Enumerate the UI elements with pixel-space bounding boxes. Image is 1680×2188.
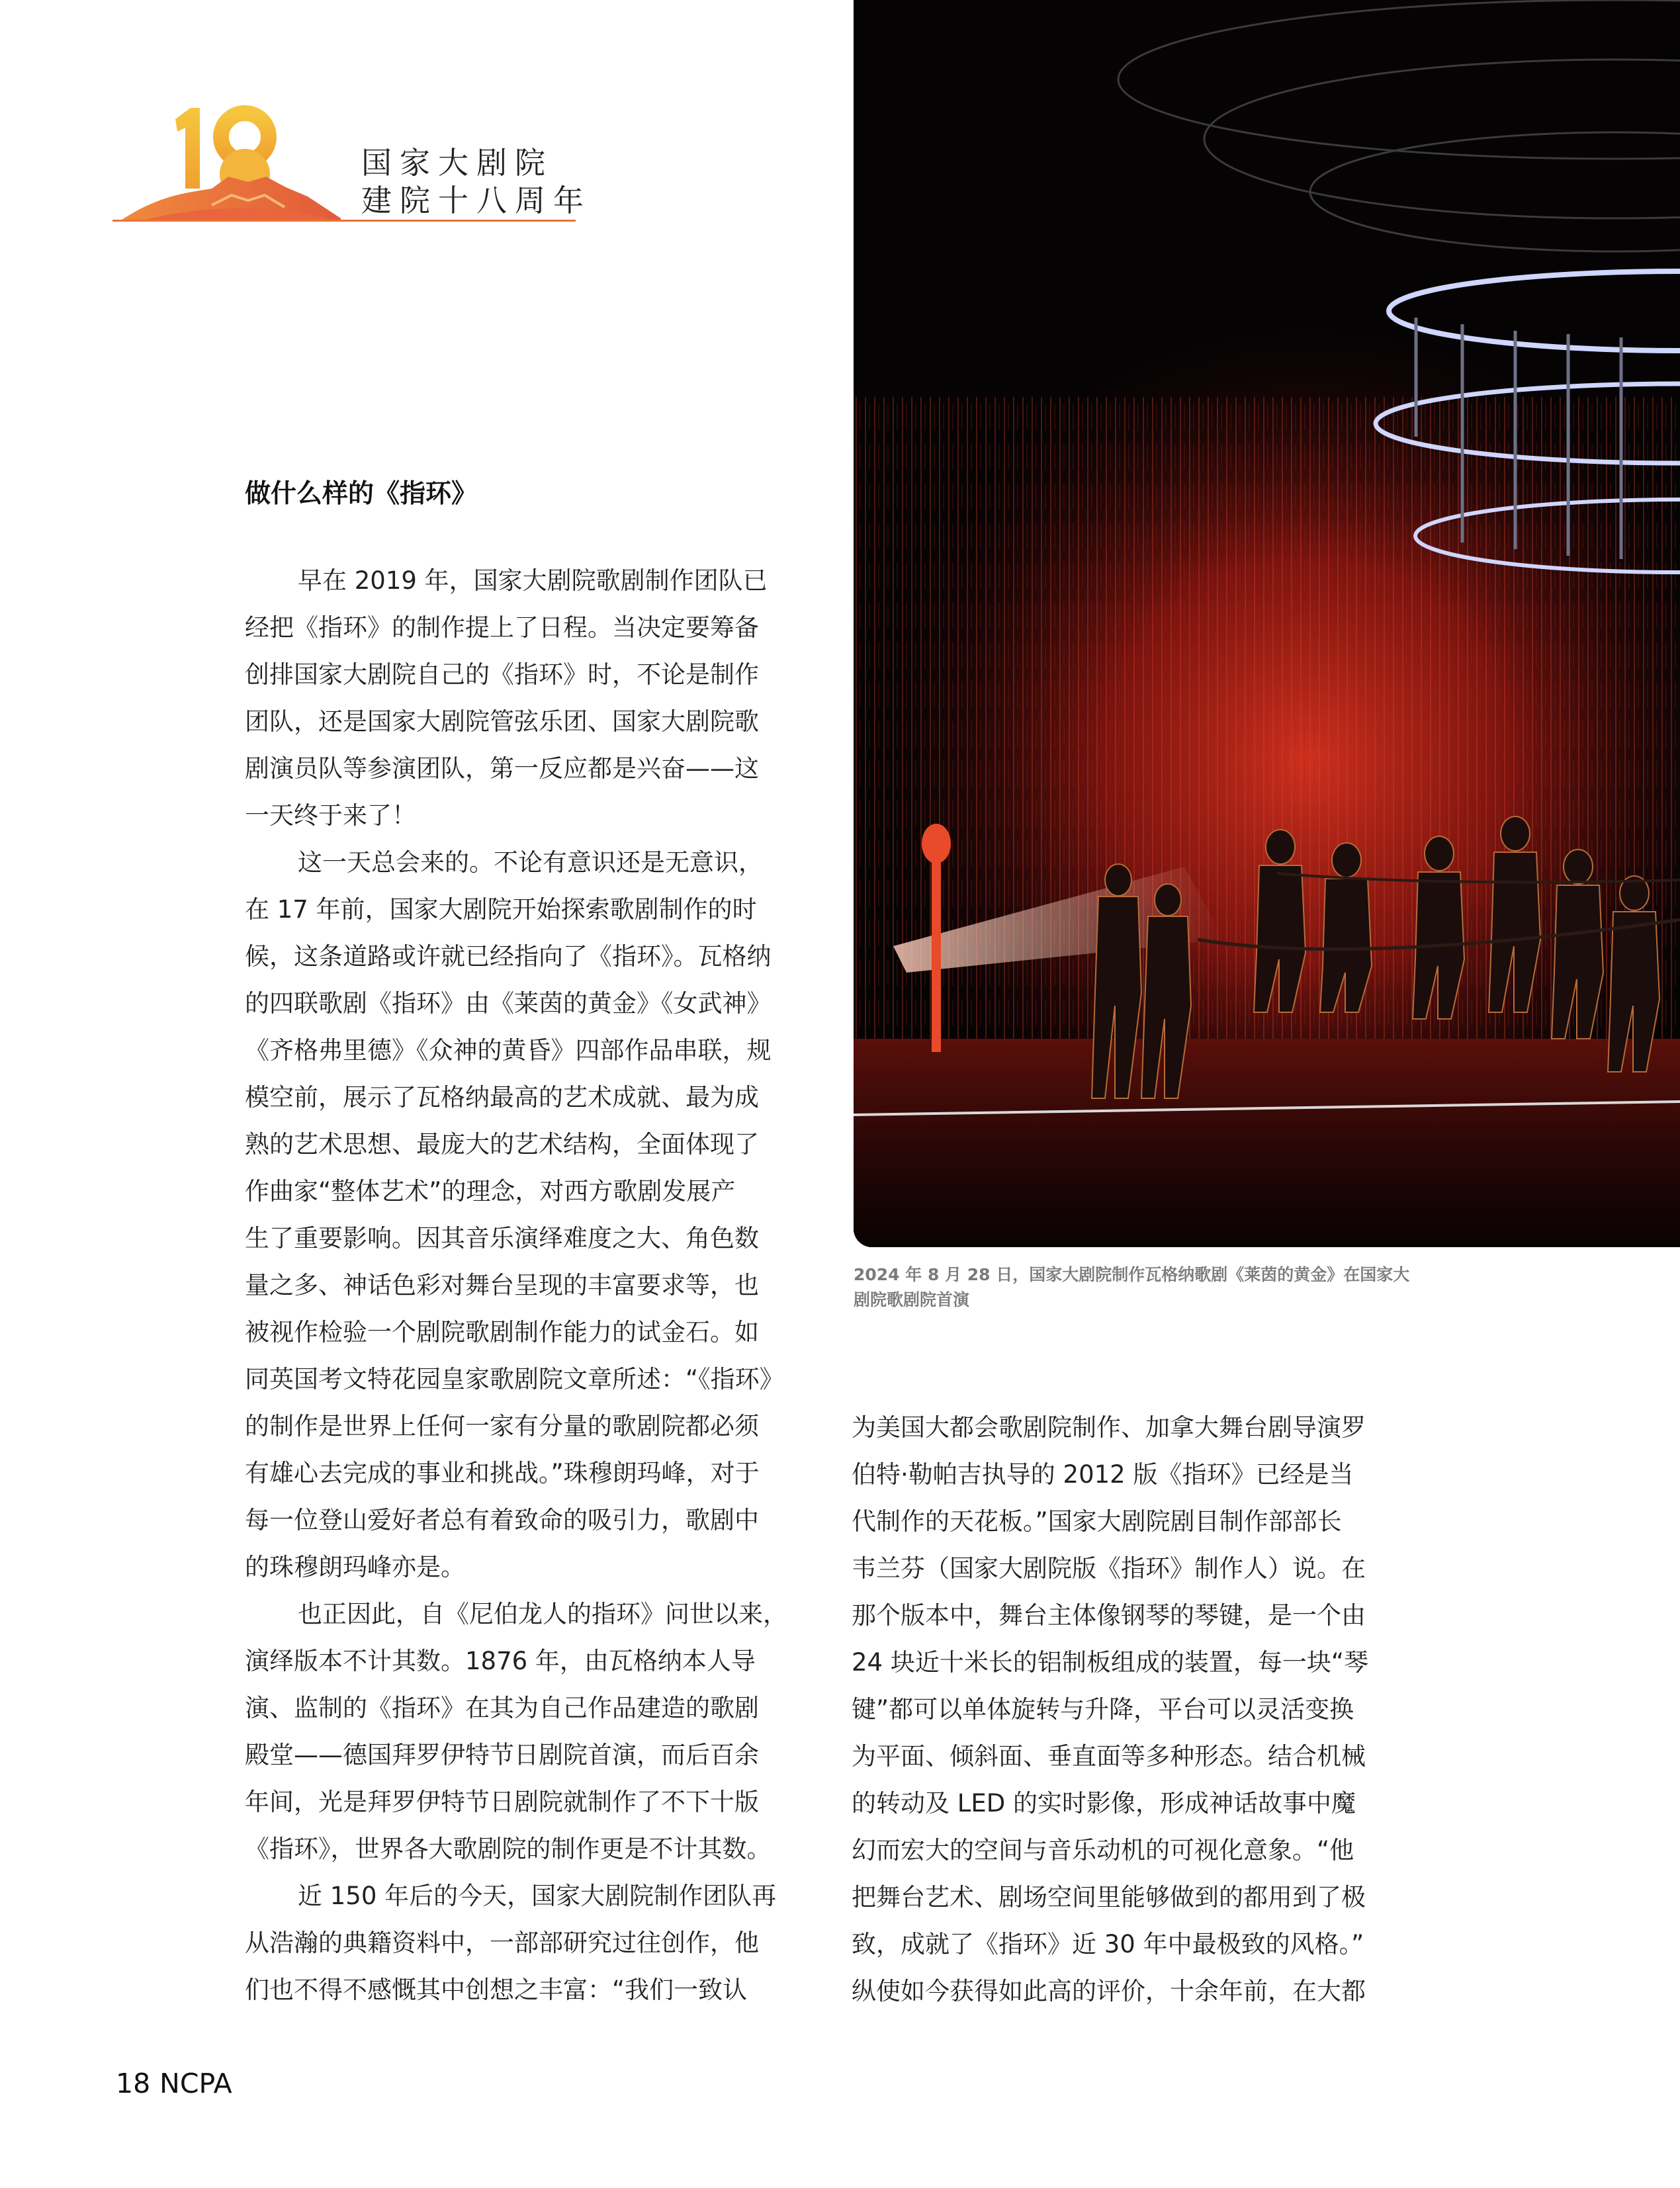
text-line: 被视作检验一个剧院歌剧制作能力的试金石。如	[245, 1318, 759, 1346]
text-line: 的四联歌剧《指环》由《莱茵的黄金》《女武神》	[245, 989, 772, 1018]
stage-photo	[854, 0, 1680, 1247]
text-line: 韦兰芬（国家大剧院版《指环》制作人）说。在	[852, 1554, 1366, 1583]
text-line: 早在 2019 年，国家大剧院歌剧制作团队已	[298, 566, 768, 595]
logo-title-line2: 建院十八周年	[361, 183, 592, 218]
text-line: 把舞台艺术、剧场空间里能够做到的都用到了极	[852, 1883, 1366, 1911]
stage-photo-image	[854, 0, 1680, 1247]
page-number: 18	[116, 2068, 151, 2099]
page-folio	[116, 2068, 242, 2099]
anniversary-logo	[112, 89, 592, 228]
magazine-name: NCPA	[159, 2068, 232, 2099]
text-line: 一天终于来了！	[245, 801, 416, 830]
section-heading: 做什么样的《指环》	[245, 479, 478, 509]
photo-caption	[854, 1262, 1502, 1313]
text-line: 模空前，展示了瓦格纳最高的艺术成就、最为成	[245, 1083, 759, 1112]
text-line: 年间，光是拜罗伊特节日剧院就制作了不下十版	[245, 1788, 759, 1816]
text-line: 演绎版本不计其数。1876 年，由瓦格纳本人导	[245, 1647, 756, 1675]
logo-title-line1: 国家大剧院	[361, 145, 553, 181]
text-line: 殿堂——德国拜罗伊特节日剧院首演，而后百余	[245, 1741, 759, 1769]
text-line: 演、监制的《指环》在其为自己作品建造的歌剧	[245, 1694, 759, 1722]
text-line: 的珠穆朗玛峰亦是。	[245, 1553, 465, 1581]
text-line: 为美国大都会歌剧院制作、加拿大舞台剧导演罗	[852, 1413, 1366, 1442]
right-column	[852, 1404, 1421, 2015]
text-line: 为平面、倾斜面、垂直面等多种形态。结合机械	[852, 1742, 1366, 1771]
text-line: 的转动及 LED 的实时影像，形成神话故事中魔	[852, 1789, 1356, 1817]
text-line: 作曲家“整体艺术”的理念，对西方歌剧发展产	[245, 1177, 736, 1205]
text-line: 团队，还是国家大剧院管弦乐团、国家大剧院歌	[245, 707, 759, 736]
text-line: 的制作是世界上任何一家有分量的歌剧院都必须	[245, 1412, 759, 1440]
text-line: 熟的艺术思想、最庞大的艺术结构，全面体现了	[245, 1130, 759, 1159]
text-line: 候，这条道路或许就已经指向了《指环》。瓦格纳	[245, 942, 772, 971]
text-line: 量之多、神话色彩对舞台呈现的丰富要求等，也	[245, 1271, 759, 1299]
text-line: 也正因此，自《尼伯龙人的指环》问世以来，	[298, 1600, 787, 1628]
text-line: 伯特·勒帕吉执导的 2012 版《指环》已经是当	[852, 1460, 1354, 1489]
text-line: 有雄心去完成的事业和挑战。”珠穆朗玛峰，对于	[245, 1459, 760, 1487]
caption-line2: 剧院歌剧院首演	[854, 1290, 970, 1309]
logo-emblem	[112, 89, 357, 222]
text-line: 幻而宏大的空间与音乐动机的可视化意象。“他	[852, 1836, 1354, 1864]
text-line: 创排国家大剧院自己的《指环》时，不论是制作	[245, 660, 759, 689]
text-line: 生了重要影响。因其音乐演绎难度之大、角色数	[245, 1224, 759, 1252]
text-line: 们也不得不感慨其中创想之丰富：“我们一致认	[245, 1976, 748, 2004]
caption-line1: 2024 年 8 月 28 日，国家大剧院制作瓦格纳歌剧《莱茵的黄金》在国家大	[854, 1265, 1410, 1284]
text-line: 《指环》，世界各大歌剧院的制作更是不计其数。	[245, 1835, 772, 1863]
text-line: 键”都可以单体旋转与升降，平台可以灵活变换	[852, 1695, 1354, 1724]
text-line: 致，成就了《指环》近 30 年中最极致的风格。”	[852, 1930, 1364, 1958]
text-line: 在 17 年前，国家大剧院开始探索歌剧制作的时	[245, 895, 757, 924]
text-line: 同英国考文特花园皇家歌剧院文章所述：“《指环》	[245, 1365, 784, 1393]
text-line: 《齐格弗里德》《众神的黄昏》四部作品串联，规	[245, 1036, 772, 1065]
text-line: 每一位登山爱好者总有着致命的吸引力，歌剧中	[245, 1506, 759, 1534]
text-line: 纵使如今获得如此高的评价，十余年前，在大都	[852, 1977, 1366, 2005]
text-line: 24 块近十米长的铝制板组成的装置，每一块“琴	[852, 1648, 1369, 1677]
text-line: 那个版本中，舞台主体像钢琴的琴键，是一个由	[852, 1601, 1366, 1630]
text-line: 经把《指环》的制作提上了日程。当决定要筹备	[245, 613, 759, 642]
text-line: 从浩瀚的典籍资料中，一部部研究过往创作，他	[245, 1929, 759, 1957]
logo-underline	[112, 220, 576, 222]
text-line: 近 150 年后的今天，国家大剧院制作团队再	[298, 1882, 777, 1910]
text-line: 这一天总会来的。不论有意识还是无意识，	[298, 848, 763, 877]
left-column	[245, 557, 814, 2013]
text-line: 剧演员队等参演团队，第一反应都是兴奋——这	[245, 754, 759, 783]
text-line: 代制作的天花板。”国家大剧院剧目制作部部长	[852, 1507, 1342, 1536]
